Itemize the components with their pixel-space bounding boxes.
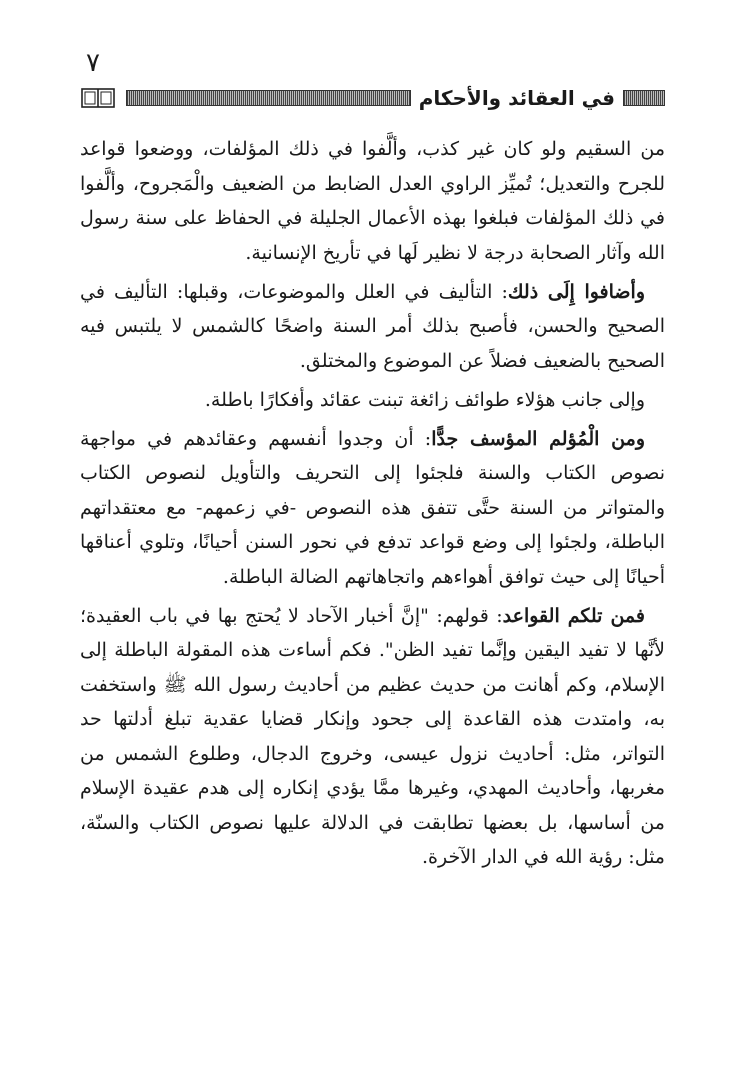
paragraph-text: وإلى جانب هؤلاء طوائف زائغة تبنت عقائد وأفكارًا باطلة. [204,388,645,411]
paragraph-lead: وأضافوا إِلَى ذلك [507,280,646,303]
open-book-icon [80,87,116,109]
paragraph-lead: فمن تلكم القواعد [502,604,645,627]
paragraph [80,275,665,379]
header-ornament-bar-left [126,90,411,106]
running-header-title: في العقائد والأحكام [418,86,615,110]
paragraph [80,599,665,875]
paragraph [80,132,665,270]
header-ornament-bar-right [623,90,665,106]
paragraph-text: من السقيم ولو كان غير كذب، وألَّفوا في ذلك المؤلفات، ووضعوا قواعد للجرح والتعديل؛ تُميِّز الراوي العدل الضابط من الضعيف والْمَجروح، وألَّفوا في ذلك المؤلفات فبلغوا بهذه الأعمال الجليلة في الحفاظ على سنة رسول الله وآثار الصحابة درجة لا نظير لَها في تأريخ الإنسانية. [80,138,665,264]
body-text [80,132,665,879]
paragraph-lead: ومن الْمُؤلم المؤسف جدًّا [431,427,646,450]
paragraph-text: : قولهم: "إنَّ أخبار الآحاد لا يُحتج بها في باب العقيدة؛ لأنَّها لا تفيد اليقين وإنَّما تفيد الظن". فكم أساءت هذه المقولة الباطلة إلى الإسلام، وكم أهانت من حديث عظيم من أحاديث رسول الله ﷺ واستخفت به، وامتدت هذه القاعدة إلى جحود وإنكار قضايا عقدية تبلغ أدلتها حد التواتر، مثل: أحاديث نزول عيسى، وخروج الدجال، وطلوع الشمس من مغربها، وأحاديث المهدي، وغيرها ممَّا يؤدي إنكاره إلى هدم عقيدة الإسلام من أساسها، بل بعضها تطابقت في الدلالة عليها نصوص الكتاب والسنّة، مثل: رؤية الله في الدار الآخرة. [80,604,665,868]
paragraph-text: : التأليف في العلل والموضوعات، وقبلها: التأليف في الصحيح والحسن، فأصبح بذلك أمر السنة واضحًا كالشمس لا يلتبس فيه الصحيح بالضعيف فضلاً عن الموضوع والمختلق. [80,280,665,372]
paragraph [80,383,665,418]
page-number: ٧ [86,48,100,78]
paragraph [80,422,665,595]
running-header [80,84,665,112]
paragraph-text: : أن وجدوا أنفسهم وعقائدهم في مواجهة نصوص الكتاب والسنة فلجئوا إلى التحريف والتأويل لنصوص الكتاب والمتواتر من السنة حتَّى تتفق هذه النصوص -في زعمهم- مع معتقداتهم الباطلة، ولجئوا إلى وضع قواعد تدفع في نحور السنن أحيانًا، وتلوي أعناقها أحيانًا إلى حيث توافق أهواءهم واتجاهاتهم الضالة الباطلة. [80,427,665,588]
